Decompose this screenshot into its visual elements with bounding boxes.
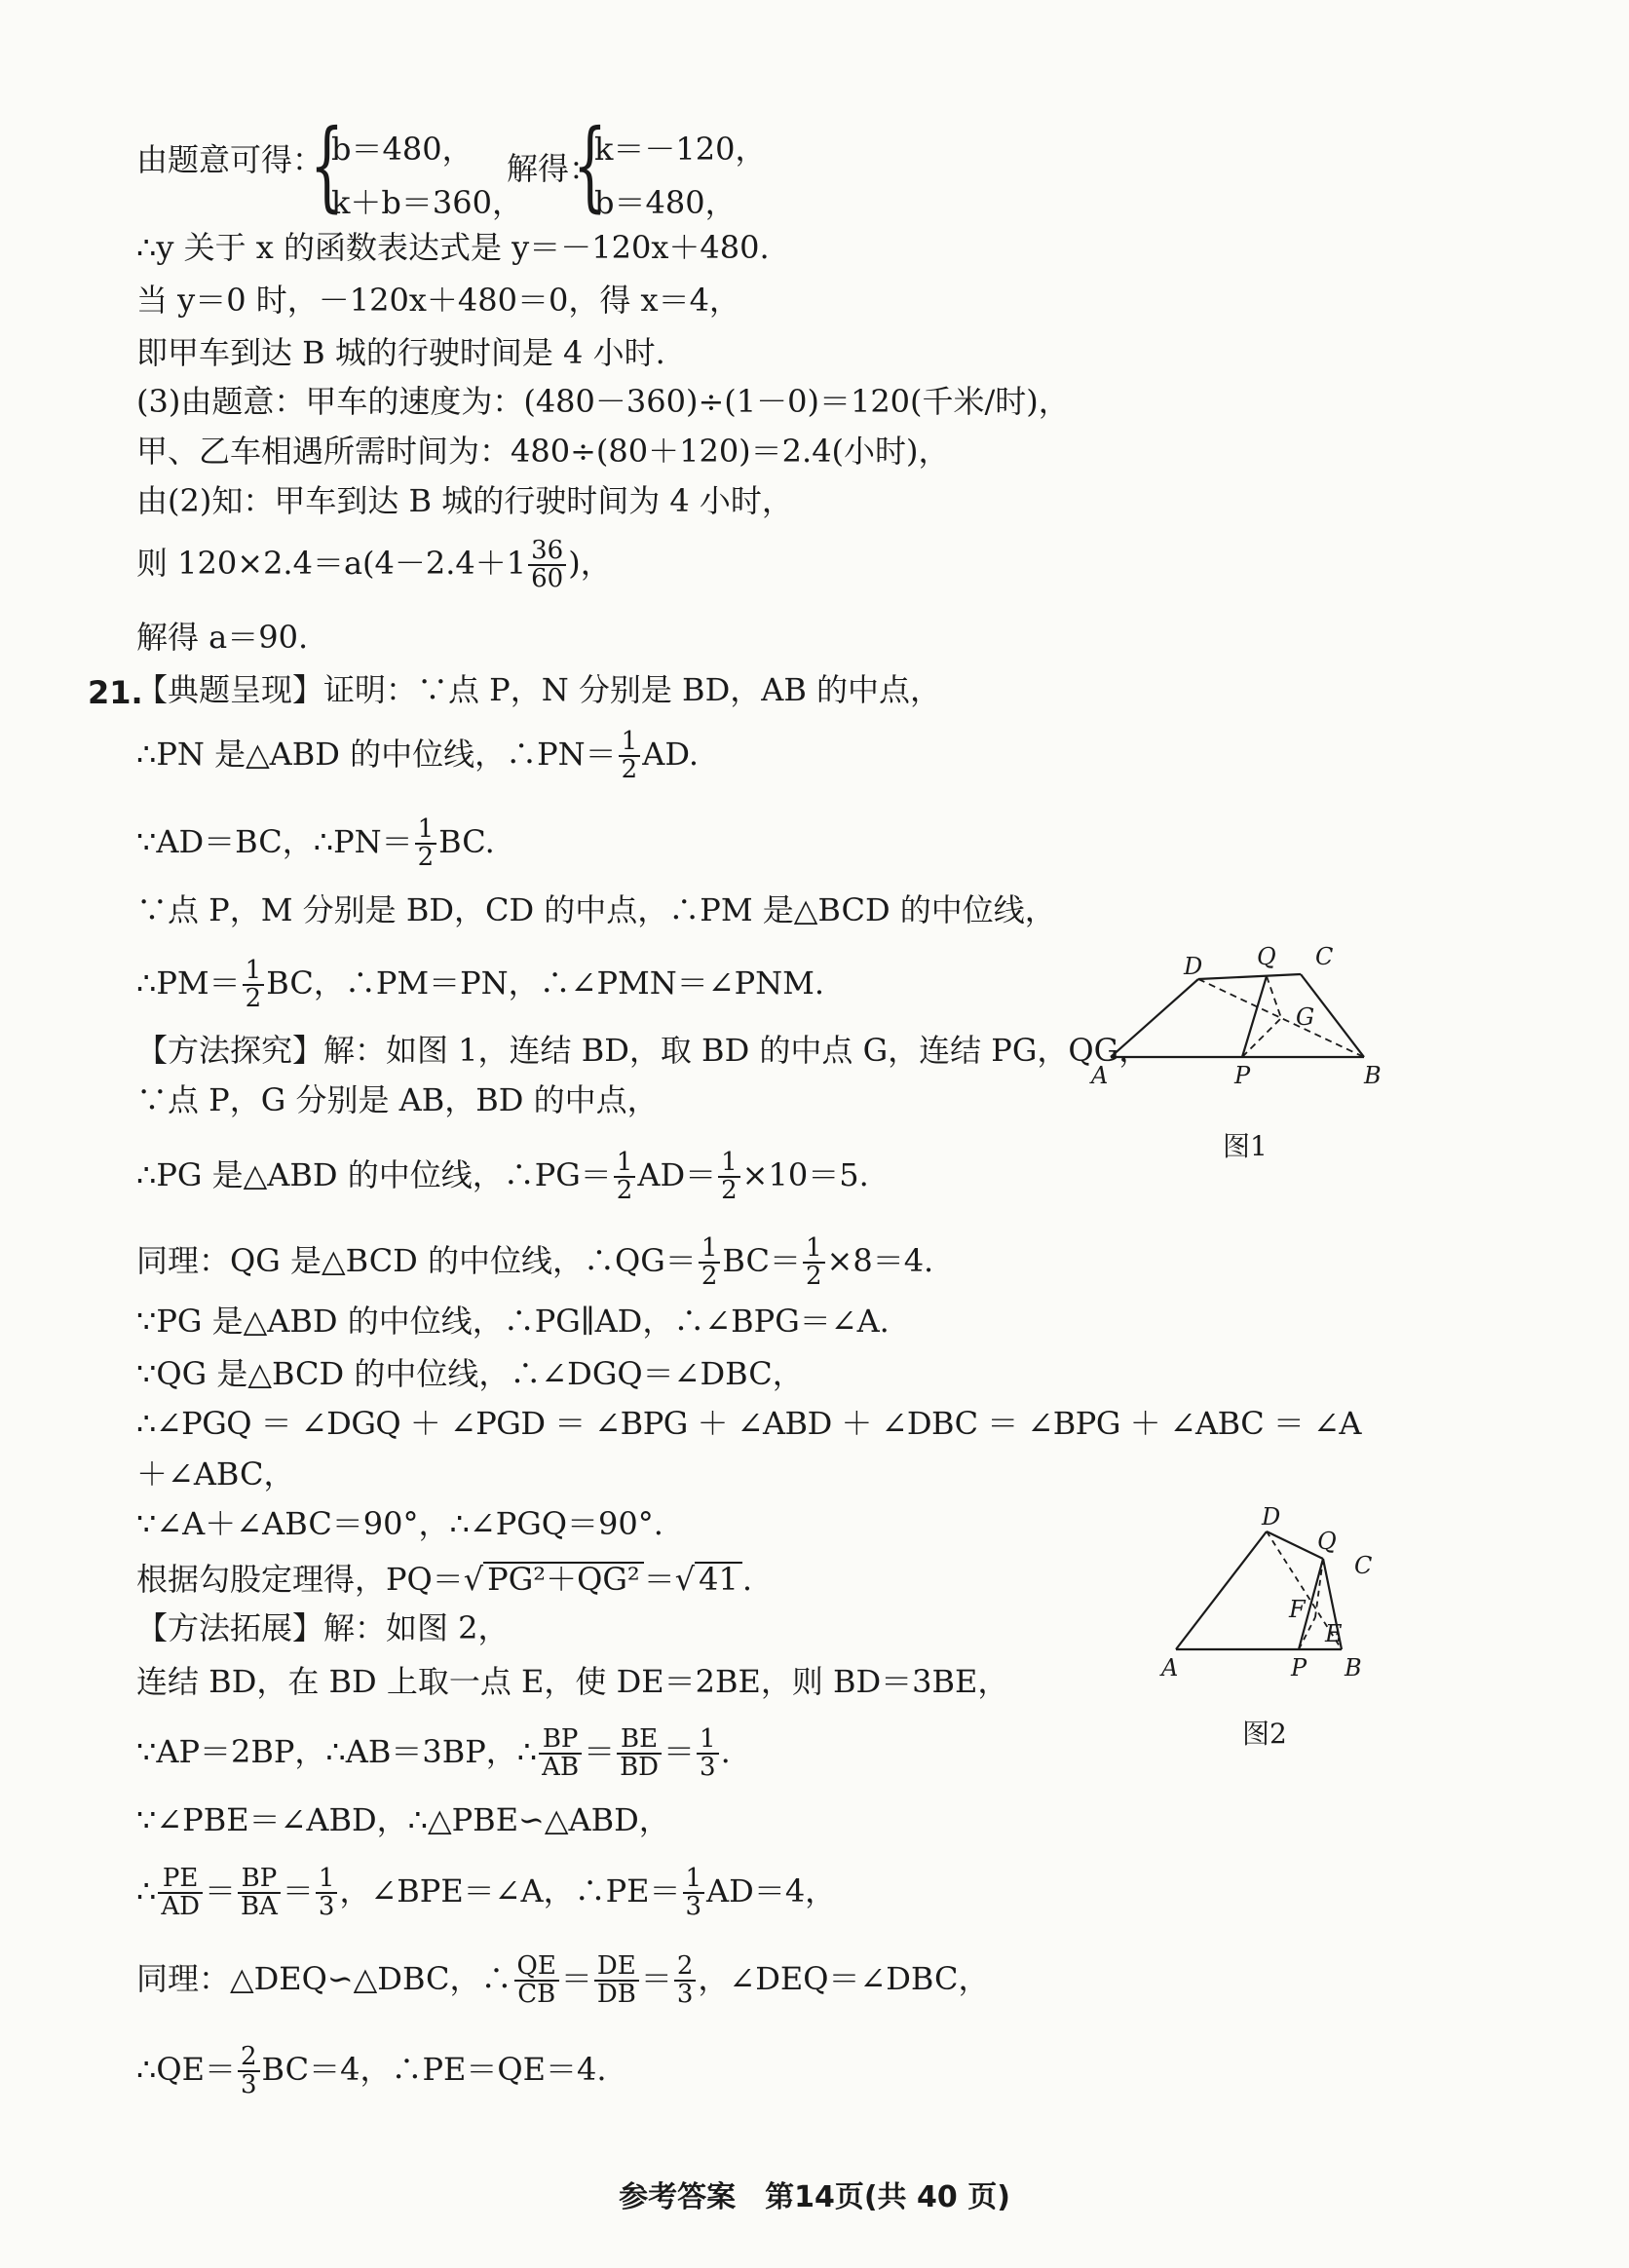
label-Q: Q	[1317, 1528, 1337, 1555]
figure-1-caption: 图1	[1223, 1130, 1268, 1162]
fraction: $\frac{1}{3}$	[316, 1866, 338, 1921]
text-line: ∵点 P，G 分别是 AB，BD 的中点，	[136, 1081, 659, 1118]
system-eq-2a: k＝－120，	[594, 131, 767, 168]
label-P: P	[1234, 1062, 1251, 1089]
label-A: A	[1161, 1654, 1179, 1682]
equation-line: ∴ $\frac{PE}{AD}$ ＝ $\frac{BP}{BA}$ ＝ $\frac{1}{3}$ ，∠BPE＝∠A，∴PE＝ $\frac{1}{3}$ AD＝4，	[136, 1864, 837, 1922]
label-C: C	[1315, 943, 1334, 970]
text-line: ∵∠PBE＝∠ABD，∴△PBE∽△ABD，	[136, 1801, 670, 1838]
system-line	[136, 141, 324, 178]
text-line: 连结 BD，在 BD 上取一点 E，使 DE＝2BE，则 BD＝3BE，	[136, 1663, 1009, 1700]
system-solve-label: 解得：	[507, 150, 601, 187]
fraction: $\frac{1}{2}$	[699, 1235, 721, 1291]
equation-line: 同理：△DEQ∽△DBC，∴ $\frac{QE}{CB}$ ＝ $\frac{DE}{DB}$ ＝ $\frac{2}{3}$ ，∠DEQ＝∠DBC，	[136, 1951, 990, 2010]
fraction: $\frac{PE}{AD}$	[158, 1866, 203, 1921]
label-P: P	[1291, 1654, 1307, 1682]
text-line: 【典题呈现】证明：∵点 P，N 分别是 BD，AB 的中点，	[136, 671, 942, 708]
fraction: $\frac{1}{3}$	[683, 1866, 705, 1921]
text-line: 【方法探究】解：如图 1，连结 BD，取 BD 的中点 G，连结 PG，QG，	[136, 1032, 1151, 1069]
equation-line: ∴PM＝ $\frac{1}{2}$ BC，∴PM＝PN，∴∠PMN＝∠PNM.	[136, 956, 825, 1014]
question-number: 21.	[88, 674, 143, 711]
fraction: $\frac{1}{3}$	[697, 1726, 719, 1782]
figure-2	[1150, 1491, 1442, 1685]
label-C: C	[1354, 1552, 1373, 1579]
text-line: ＋∠ABC，	[136, 1455, 295, 1493]
fraction: $\frac{1}{2}$	[718, 1150, 740, 1205]
fraction: $\frac{1}{2}$	[803, 1235, 825, 1291]
text-line: (3)由题意：甲车的速度为：(480－360)÷(1－0)＝120(千米/时)，	[136, 383, 1070, 420]
text-line: 【方法拓展】解：如图 2，	[136, 1609, 510, 1646]
fraction: $\frac{DE}{DB}$	[594, 1953, 639, 2009]
left-brace-2: {	[573, 108, 607, 222]
label-Q: Q	[1257, 943, 1276, 970]
text-line: ∵PG 是△ABD 的中位线，∴PG∥AD，∴∠BPG＝∠A.	[136, 1303, 890, 1340]
figure-1	[1081, 935, 1432, 1091]
equation-line: ∵AD＝BC，∴PN＝ $\frac{1}{2}$ BC.	[136, 814, 495, 873]
fraction: $\frac{1}{2}$	[619, 729, 641, 784]
text-line: 解得 a＝90.	[136, 619, 309, 656]
label-G: G	[1296, 1003, 1315, 1031]
text-line: ∵QG 是△BCD 的中位线，∴∠DGQ＝∠DBC，	[136, 1355, 804, 1392]
fraction: $\frac{1}{2}$	[614, 1150, 636, 1205]
text-line: 甲、乙车相遇所需时间为：480÷(80＋120)＝2.4(小时)，	[136, 433, 950, 470]
text-line: ∵点 P，M 分别是 BD，CD 的中点，∴PM 是△BCD 的中位线，	[136, 891, 1056, 928]
equation-line: 则 120×2.4＝a(4－2.4＋1 $\frac{36}{60}$ )，	[136, 536, 612, 594]
sqrt-expression: 41	[695, 1562, 742, 1595]
fraction: $\frac{2}{3}$	[238, 2044, 260, 2099]
fraction: $\frac{2}{3}$	[674, 1953, 697, 2009]
left-brace-1: {	[310, 108, 344, 222]
label-A: A	[1091, 1062, 1109, 1089]
label-F: F	[1289, 1596, 1306, 1623]
label-E: E	[1325, 1620, 1343, 1647]
label-D: D	[1262, 1503, 1281, 1531]
text-line: 由(2)知：甲车到达 B 城的行驶时间为 4 小时，	[136, 482, 793, 519]
text-line: 即甲车到达 B 城的行驶时间是 4 小时.	[136, 334, 665, 371]
page-footer: 参考答案 第14页(共 40 页)	[619, 2180, 1010, 2214]
text-line: 当 y＝0 时，－120x＋480＝0，得 x＝4，	[136, 282, 740, 319]
label-B: B	[1364, 1062, 1382, 1089]
equation-line: 同理：QG 是△BCD 的中位线，∴QG＝ $\frac{1}{2}$ BC＝ $\frac{1}{2}$ ×8＝4.	[136, 1233, 934, 1292]
equation-line: ∴PN 是△ABD 的中位线，∴PN＝ $\frac{1}{2}$ AD.	[136, 727, 700, 785]
equation-line: ∴PG 是△ABD 的中位线，∴PG＝ $\frac{1}{2}$ AD＝ $\frac{1}{2}$ ×10＝5.	[136, 1148, 869, 1206]
fraction: $\frac{BP}{AB}$	[539, 1726, 582, 1782]
fraction: $\frac{1}{2}$	[243, 958, 265, 1013]
equation-line: ∵AP＝2BP，∴AB＝3BP，∴ $\frac{BP}{AB}$ ＝ $\frac{BE}{BD}$ ＝ $\frac{1}{3}$ .	[136, 1724, 731, 1783]
system-eq-1b: k＋b＝360，	[331, 184, 523, 221]
system-eq-2b: b＝480，	[594, 184, 737, 221]
sqrt-expression: PG²＋QG²	[483, 1562, 644, 1595]
system-eq-1a: b＝480，	[331, 131, 474, 168]
text-line: ∵∠A＋∠ABC＝90°，∴∠PGQ＝90°.	[136, 1505, 663, 1542]
text-line: ∴y 关于 x 的函数表达式是 y＝－120x＋480.	[136, 229, 770, 266]
equation-line: ∴QE＝ $\frac{2}{3}$ BC＝4，∴PE＝QE＝4.	[136, 2042, 607, 2100]
fraction: $\frac{1}{2}$	[415, 816, 437, 872]
fraction: $\frac{BE}{BD}$	[617, 1726, 662, 1782]
equation-line: 根据勾股定理得，PQ＝√ PG²＋QG² ＝√ 41 .	[136, 1561, 753, 1598]
system-intro: 由题意可得：	[136, 141, 324, 178]
label-D: D	[1184, 953, 1203, 980]
fraction: $\frac{QE}{CB}$	[514, 1953, 559, 2009]
label-B: B	[1345, 1654, 1362, 1682]
fraction: $\frac{BP}{BA}$	[238, 1866, 281, 1921]
fraction: $\frac{36}{60}$	[528, 538, 566, 593]
figure-2-caption: 图2	[1242, 1718, 1287, 1750]
text-line: ∴∠PGQ ＝ ∠DGQ ＋ ∠PGD ＝ ∠BPG ＋ ∠ABD ＋ ∠DBC ＝ ∠BPG ＋ ∠ABC ＝ ∠A	[136, 1405, 1362, 1442]
